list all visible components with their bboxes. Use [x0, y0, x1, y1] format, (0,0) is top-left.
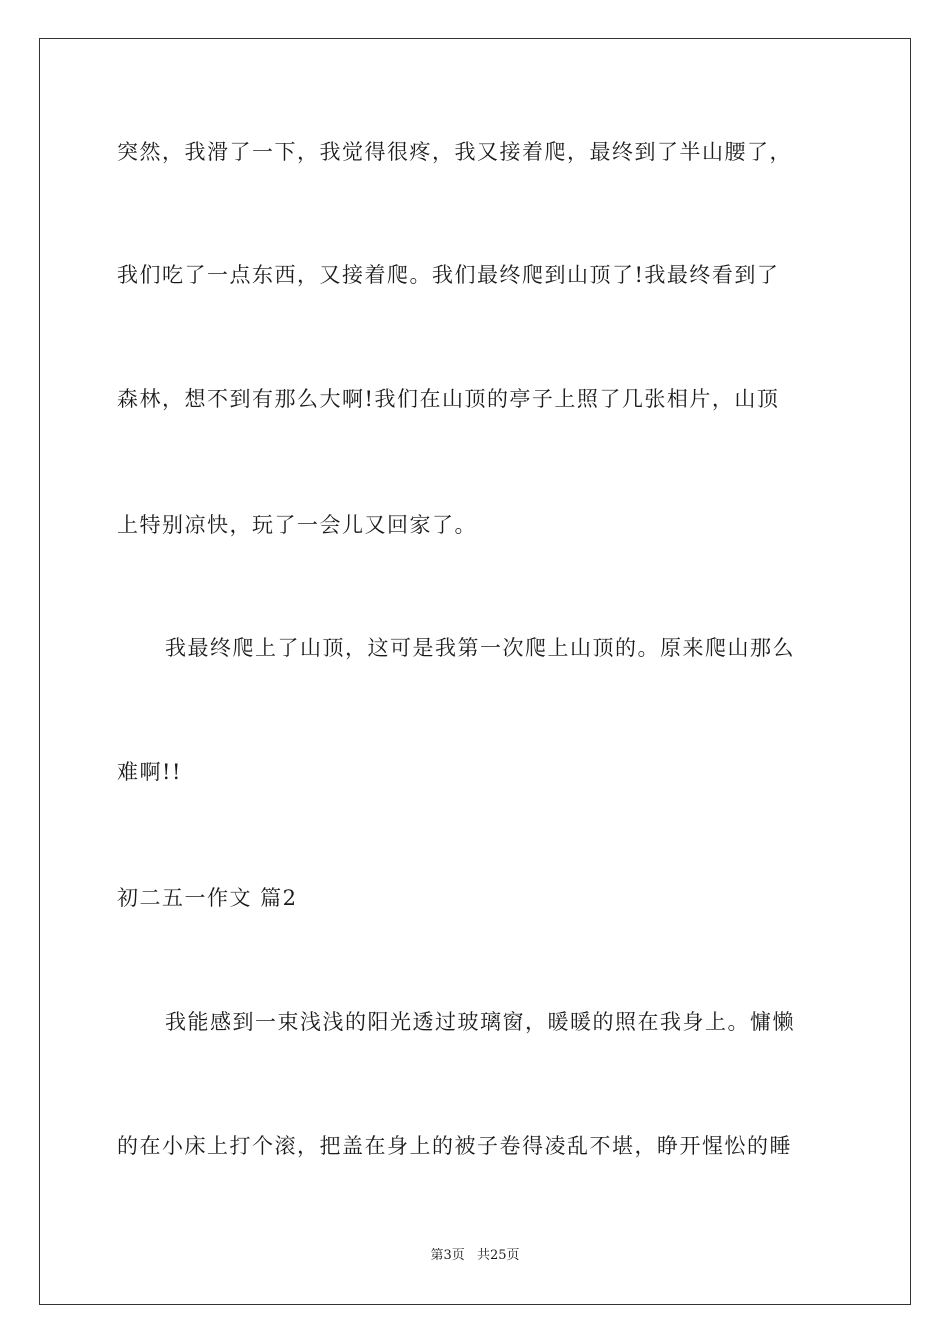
- paragraph-start-line: 我最终爬上了山顶，这可是我第一次爬上山顶的。原来爬山那么: [165, 636, 795, 660]
- paragraph-start-line: 我能感到一束浅浅的阳光透过玻璃窗，暖暖的照在我身上。慵懒: [165, 1010, 795, 1034]
- text-line: 我们吃了一点东西，又接着爬。我们最终爬到山顶了!我最终看到了: [117, 263, 780, 287]
- page-border: [39, 38, 911, 1305]
- section-heading: 初二五一作文 篇2: [117, 886, 298, 910]
- page-total: 共25页: [476, 1248, 520, 1263]
- text-line: 上特别凉快，玩了一会儿又回家了。: [117, 513, 477, 537]
- page-footer: [0, 1244, 950, 1263]
- text-line: 森林，想不到有那么大啊!我们在山顶的亭子上照了几张相片，山顶: [117, 387, 780, 411]
- text-line: 的在小床上打个滚，把盖在身上的被子卷得凌乱不堪，睁开惺忪的睡: [117, 1134, 792, 1158]
- text-line: 难啊!!: [117, 760, 182, 784]
- page-number: 第3页: [430, 1248, 465, 1263]
- text-line: 突然，我滑了一下，我觉得很疼，我又接着爬，最终到了半山腰了，: [117, 140, 792, 164]
